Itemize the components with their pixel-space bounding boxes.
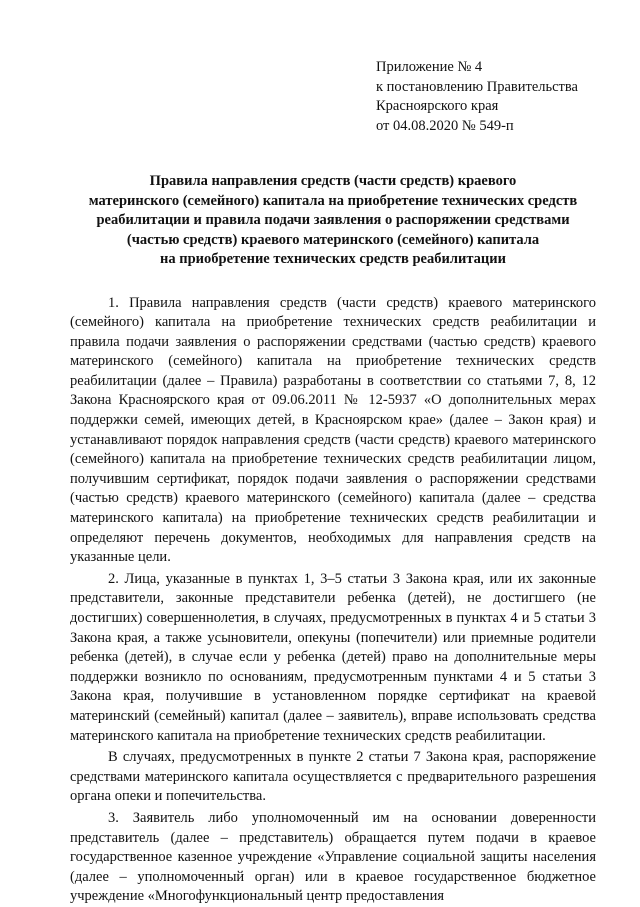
title-line: реабилитации и правила подачи заявления о распоряжении средствами (96, 212, 570, 228)
title-line: на приобретение технических средств реабилитации (160, 251, 506, 267)
document-title (70, 172, 596, 270)
paragraph-3: 3. Заявитель либо уполномоченный им на основании доверенности представитель (далее – представитель) обращается путем подачи в краевое государственное казенное учреждение «Управление социальной защиты населения (далее – уполномоченный орган) или в краевое государственное бюджетное учреждение «Многофункциональный центр предоставления (70, 809, 596, 905)
paragraph-2-note: В случаях, предусмотренных в пункте 2 статьи 7 Закона края, распоряжение средствами материнского капитала осуществляется с предварительного разрешения органа опеки и попечительства. (70, 749, 596, 805)
appendix-date: от 04.08.2020 № 549-п (376, 117, 514, 134)
title-line: материнского (семейного) капитала на приобретение технических средств (88, 192, 578, 209)
document-body (70, 294, 596, 907)
appendix-number: Приложение № 4 (376, 59, 483, 75)
appendix-block (376, 58, 596, 136)
appendix-reference: к постановлению Правительства (376, 78, 578, 95)
appendix-region: Красноярского края (376, 98, 499, 114)
title-line: (частью средств) краевого материнского (семейного) капитала (126, 231, 540, 248)
paragraph-2: 2. Лица, указанные в пунктах 1, 3–5 статьи 3 Закона края, или их законные представители, законные представители ребенка (детей), не достигшего (не достигших) совершеннолетия, в случаях, предусмотренных в пунктах 4 и 5 статьи 3 Закона края, а также усыновители, опекуны (попечители) или приемные родители ребенка (детей), в случае если у ребенка (детей) право на дополнительные меры поддержки возникло по основаниям, предусмотренным пунктами 4 и 5 статьи 3 Закона края, получившие в установленном порядке сертификат на краевой материнский (семейный) капитал (далее – заявитель), вправе использовать средства материнского капитала на приобретение технических средств реабилитации. (70, 570, 596, 744)
paragraph-1: 1. Правила направления средств (части средств) краевого материнского (семейного) капитала на приобретение технических средств реабилитации и правила подачи заявления о распоряжении средствами (частью средств) краевого материнского (семейного) капитала на приобретение технических средств реабилитации (далее – Правила) разработаны в соответствии со статьями 7, 8, 12 Закона Красноярского края от 09.06.2011 № 12-5937 «О дополнительных мерах поддержки семей, имеющих детей, в Красноярском крае» (далее – Закон края) и устанавливают порядок направления средств (части средств) краевого материнского (семейного) капитала на приобретение технических средств реабилитации лицом, получившим сертификат, порядок подачи заявления о распоряжении средствами (частью средств) краевого материнского (семейного) капитала (далее – средства материнского капитала) на приобретение технических средств реабилитации и определяют перечень документов, необходимых для направления средств на указанные цели. (70, 294, 596, 566)
title-line: Правила направления средств (части средств) краевого (149, 173, 517, 189)
